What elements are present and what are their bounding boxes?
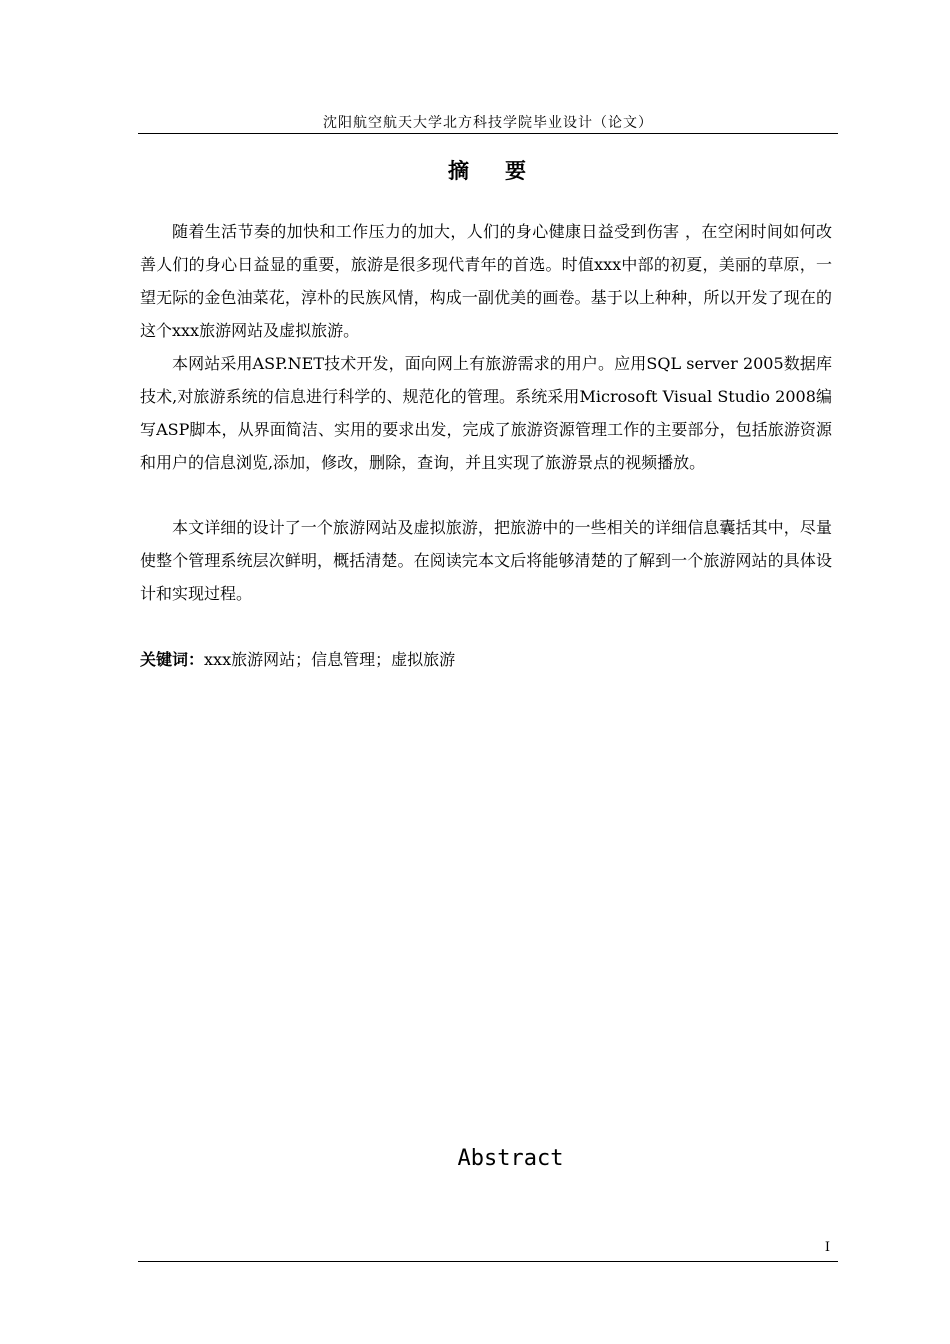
keywords-label: 关键词： (140, 650, 205, 669)
body-paragraph: 本文详细的设计了一个旅游网站及虚拟旅游，把旅游中的一些相关的详细信息囊括其中，尽量使整个管理系统层次鲜明，概括清楚。在阅读完本文后将能够清楚的了解到一个旅游网站的具体设计和实现过程。 (140, 518, 832, 603)
abstract-heading: Abstract (457, 1146, 564, 1171)
page-title (138, 155, 838, 187)
title-right-char: 要 (505, 159, 528, 183)
title-left-char: 摘 (448, 159, 471, 183)
body-paragraph: 随着生活节奏的加快和工作压力的加大，人们的身心健康日益受到伤害 ，在空闲时间如何改善人们的身心日益显的重要，旅游是很多现代青年的首选。时值xxx中部的初夏，美丽的草原，一望无际的金色油菜花，淳朴的民族风情，构成一副优美的画卷。基于以上种种，所以开发了现在的这个xxx旅游网站及虚拟旅游。 (140, 222, 832, 340)
page-number: I (824, 1240, 830, 1255)
header-rule (138, 133, 838, 134)
keywords-line (140, 643, 455, 676)
page-header: 沈阳航空航天大学北方科技学院毕业设计（论文） (323, 115, 653, 131)
keywords-value: xxx旅游网站；信息管理；虚拟旅游 (204, 650, 456, 669)
body-paragraph: 本网站采用ASP.NET技术开发，面向网上有旅游需求的用户。应用SQL server 2005数据库技术,对旅游系统的信息进行科学的、规范化的管理。系统采用Microsoft Visual Studio 2008编写ASP脚本，从界面简洁、实用的要求出发，完成了旅游资源管理工作的主要部分，包括旅游资源和用户的信息浏览,添加，修改，删除，查询，并且实现了旅游景点的视频播放。 (140, 354, 832, 472)
footer-rule (138, 1261, 838, 1262)
